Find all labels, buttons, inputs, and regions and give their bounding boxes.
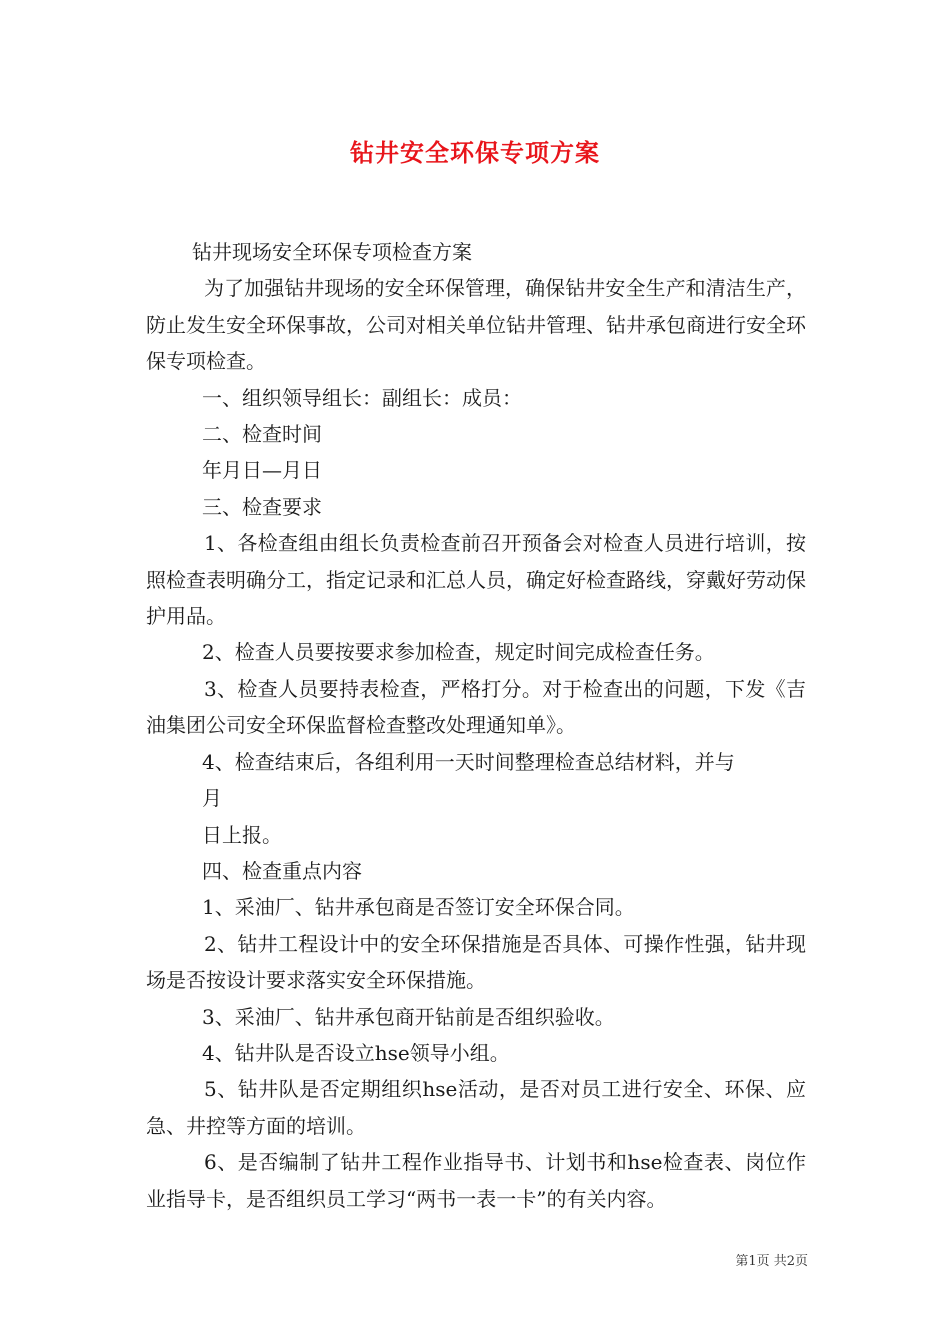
paragraph-requirement-3: 3、检查人员要持表检查，严格打分。对于检查出的问题，下发《吉油集团公司安全环保监督检查整改处理通知单》。 [146,676,806,738]
paragraph-requirement-4: 4、检查结束后，各组利用一天时间整理检查总结材料，并与 [202,749,735,774]
paragraph-key-5: 5、钻井队是否定期组织hse活动，是否对员工进行安全、环保、应急、井控等方面的培训。 [146,1077,806,1138]
paragraph-subtitle: 钻井现场安全环保专项检查方案 [192,240,472,264]
paragraph-section-key-content: 四、检查重点内容 [202,858,362,883]
page-number-footer: 第1页 共2页 [735,1254,808,1269]
paragraph-section-requirements: 三、检查要求 [202,494,322,519]
paragraph-requirement-2: 2、检查人员要按要求参加检查，规定时间完成检查任务。 [202,640,715,665]
paragraph-intro: 为了加强钻井现场的安全环保管理，确保钻井安全生产和清洁生产，防止发生安全环保事故，公司对相关单位钻井管理、钻井承包商进行安全环保专项检查。 [146,276,806,374]
paragraph-month: 月 [202,786,222,811]
paragraph-date-range: 年月日—月日 [202,458,322,483]
paragraph-key-6: 6、是否编制了钻井工程作业指导书、计划书和hse检查表、岗位作业指导卡，是否组织员工学习“两书一表一卡”的有关内容。 [146,1150,806,1211]
paragraph-key-4: 4、钻井队是否设立hse领导小组。 [202,1040,510,1065]
paragraph-requirement-1: 1、各检查组由组长负责检查前召开预备会对检查人员进行培训，按照检查表明确分工，指定记录和汇总人员，确定好检查路线，穿戴好劳动保护用品。 [146,531,806,629]
document-body [146,234,806,1217]
paragraph-day-report: 日上报。 [202,822,282,847]
paragraph-key-1: 1、采油厂、钻井承包商是否签订安全环保合同。 [202,895,635,920]
paragraph-key-2: 2、钻井工程设计中的安全环保措施是否具体、可操作性强，钻井现场是否按设计要求落实安全环保措施。 [146,931,806,993]
document-title: 钻井安全环保专项方案 [350,138,600,167]
paragraph-section-organization: 一、组织领导组长：副组长：成员： [202,385,522,410]
paragraph-key-3: 3、采油厂、钻井承包商开钻前是否组织验收。 [202,1004,615,1029]
paragraph-section-time: 二、检查时间 [202,422,322,447]
